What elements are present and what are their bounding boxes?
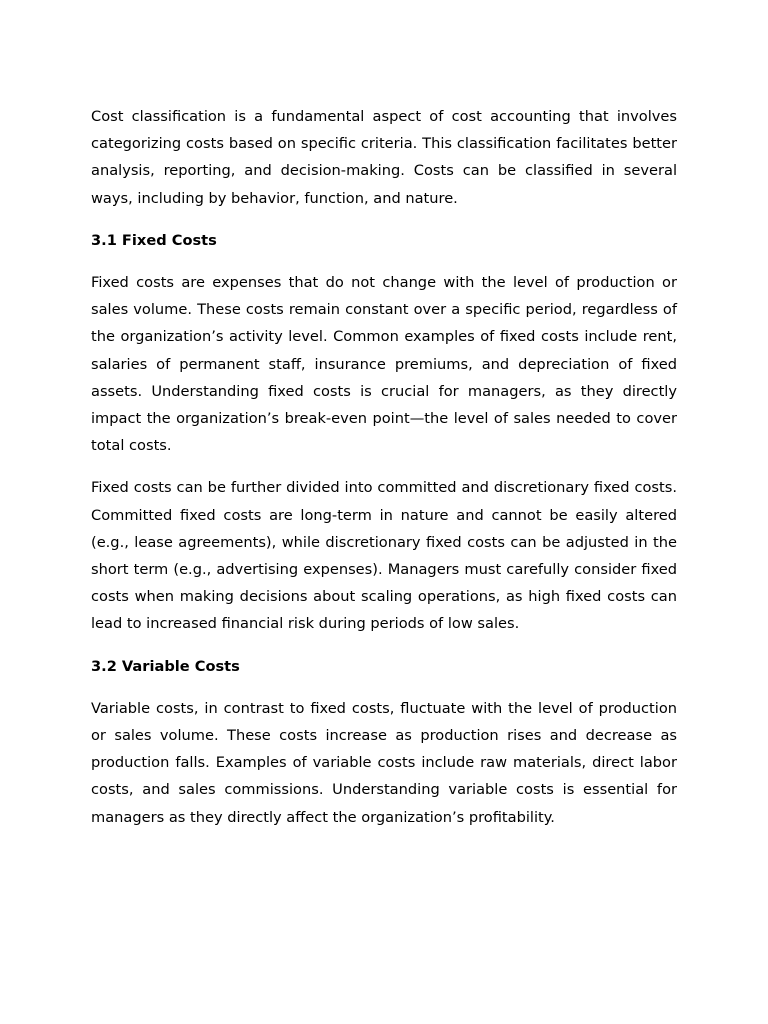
fixed-costs-paragraph-2: Fixed costs can be further divided into committed and discretionary fixed costs. Committed fixed costs are long-term in nature and cannot be easily altered (e.g., lease agreements), while discretionary fixed costs can be adjusted in the short term (e.g., advertising expenses). Managers must carefully consider fixed costs when making decisions about scaling operations, as high fixed costs can lead to increased financial risk during periods of low sales. — [91, 479, 677, 633]
fixed-costs-heading: 3.1 Fixed Costs — [91, 231, 217, 249]
variable-costs-heading: 3.2 Variable Costs — [91, 657, 240, 675]
fixed-costs-paragraph-1: Fixed costs are expenses that do not change with the level of production or sales volume. These costs remain constant over a specific period, regardless of the organization’s activity level. Common examples of fixed costs include rent, salaries of permanent staff, insurance premiums, and depreciation of fixed assets. Understanding fixed costs is crucial for managers, as they directly impact the organization’s break-even point—the level of sales needed to cover total costs. — [91, 274, 677, 455]
variable-costs-paragraph-1: Variable costs, in contrast to fixed costs, fluctuate with the level of production or sales volume. These costs increase as production rises and decrease as production falls. Examples of variable costs include raw materials, direct labor costs, and sales commissions. Understanding variable costs is essential for managers as they directly affect the organization’s profitability. — [91, 699, 677, 826]
intro-paragraph: Cost classification is a fundamental aspect of cost accounting that involves categorizing costs based on specific criteria. This classification facilitates better analysis, reporting, and decision-making. Costs can be classified in several ways, including by behavior, function, and nature. — [91, 108, 677, 207]
document-body — [91, 103, 677, 846]
